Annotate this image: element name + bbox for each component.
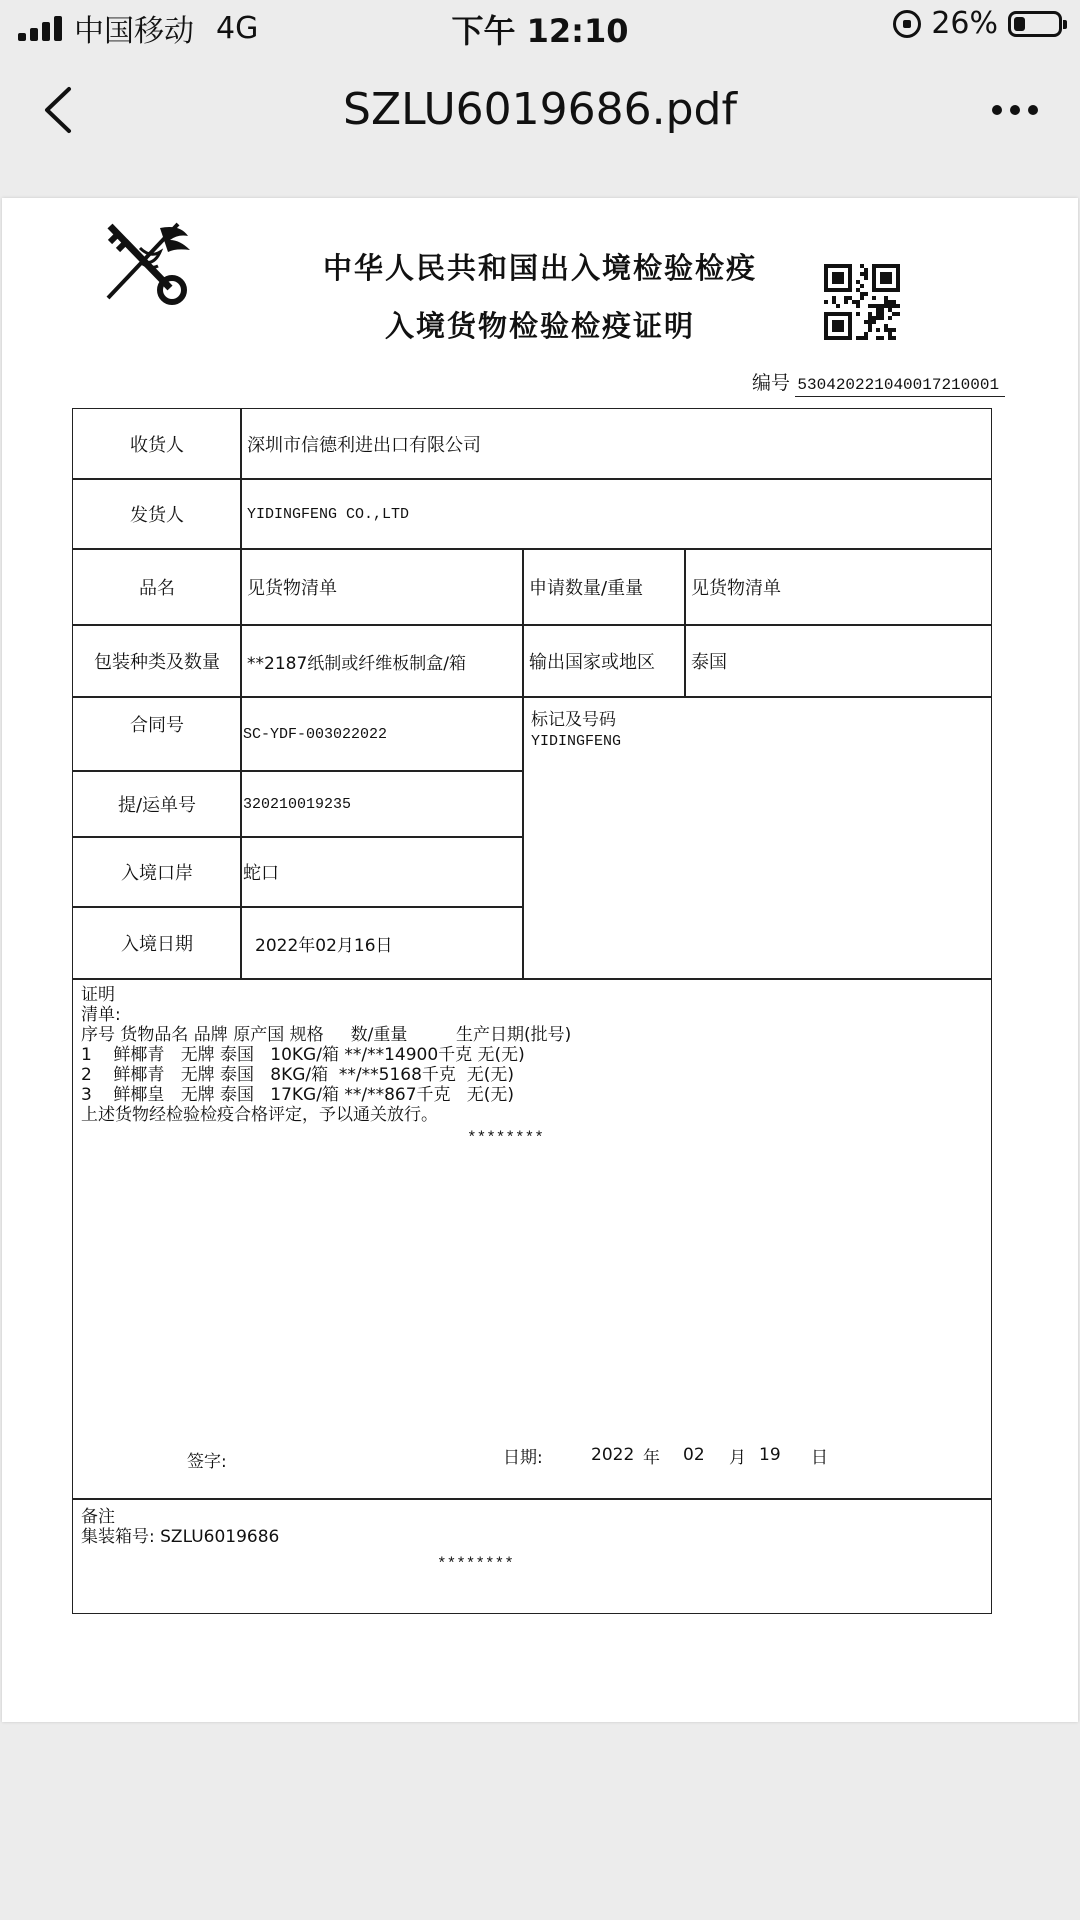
- remarks-label: 备注: [81, 1507, 115, 1527]
- serial-label: 编号: [752, 372, 791, 394]
- certification-box: [72, 978, 992, 1500]
- more-icon[interactable]: [980, 82, 1050, 138]
- certificate-document: [2, 198, 1078, 1722]
- consignor-value: YIDINGFENG CO.,LTD: [240, 478, 992, 550]
- battery-fill: [1014, 17, 1025, 31]
- date-month: 02: [683, 1445, 705, 1465]
- container-number: 集装箱号: SZLU6019686: [81, 1527, 280, 1547]
- file-title: SZLU6019686.pdf: [343, 84, 737, 135]
- rotation-lock-icon: [893, 10, 921, 38]
- entry-date-value: 2022年02月16日: [240, 906, 524, 980]
- marks-box: [522, 696, 992, 980]
- packing-label: 包装种类及数量: [72, 624, 242, 698]
- consignee-label: 收货人: [72, 408, 242, 480]
- bill-label: 提/运单号: [72, 770, 242, 838]
- date-month-unit: 月: [729, 1448, 746, 1468]
- cert-statement: 上述货物经检验检疫合格评定，予以通关放行。: [81, 1105, 438, 1125]
- status-right: [893, 6, 1062, 41]
- goods-row: 2 鲜椰青 无牌 泰国 8KG/箱 **/**5168千克 无(无): [81, 1065, 514, 1085]
- marks-value: YIDINGFENG: [531, 733, 622, 750]
- stars-mark: ********: [467, 1129, 544, 1147]
- serial-number: 530420221040017210001: [795, 376, 1005, 397]
- goods-name-label: 品名: [72, 548, 242, 626]
- qr-code-icon: [824, 264, 900, 340]
- status-bar: [0, 0, 1080, 54]
- stars-mark: ********: [437, 1555, 514, 1573]
- date-day-unit: 日: [811, 1448, 828, 1468]
- port-label: 入境口岸: [72, 836, 242, 908]
- consignor-label: 发货人: [72, 478, 242, 550]
- entry-date-label: 入境日期: [72, 906, 242, 980]
- list-heading: 清单:: [81, 1005, 121, 1025]
- certificate-table: [72, 408, 992, 1614]
- goods-row: 3 鲜椰皇 无牌 泰国 17KG/箱 **/**867千克 无(无): [81, 1085, 514, 1105]
- quantity-value: 见货物清单: [684, 548, 992, 626]
- marks-label: 标记及号码: [531, 710, 616, 730]
- date-year: 2022: [591, 1445, 635, 1465]
- export-country-label: 输出国家或地区: [522, 624, 686, 698]
- contract-label: 合同号: [72, 696, 242, 772]
- quantity-label: 申请数量/重量: [522, 548, 686, 626]
- certification-text: [81, 985, 571, 1125]
- packing-value: **2187纸制或纤维板制盒/箱: [240, 624, 524, 698]
- goods-name-value: 见货物清单: [240, 548, 524, 626]
- pdf-page[interactable]: [2, 198, 1078, 1722]
- goods-table-header: 序号 货物品名 品牌 原产国 规格 数/重量 生产日期(批号): [81, 1025, 572, 1045]
- carrier-label: 中国移动: [74, 14, 194, 49]
- goods-row: 1 鲜椰青 无牌 泰国 10KG/箱 **/**14900千克 无(无): [81, 1045, 525, 1065]
- battery-icon: [1008, 11, 1062, 37]
- document-title-line2: 入境货物检验检疫证明: [384, 309, 695, 343]
- sign-label: 签字:: [187, 1452, 227, 1472]
- bill-value: 320210019235: [240, 770, 524, 838]
- serial-number-row: [752, 368, 1005, 397]
- date-label: 日期:: [503, 1448, 543, 1468]
- document-title-line1: 中华人民共和国出入境检验检疫: [322, 251, 757, 285]
- date-year-unit: 年: [643, 1448, 660, 1468]
- status-time: 下午 12:10: [451, 12, 629, 50]
- nav-bar: [0, 60, 1080, 160]
- network-label: 4G: [216, 10, 259, 46]
- remarks-box: [72, 1498, 992, 1614]
- export-country-value: 泰国: [684, 624, 992, 698]
- cert-heading: 证明: [81, 985, 115, 1005]
- port-value: 蛇口: [240, 836, 524, 908]
- contract-value: SC-YDF-003022022: [240, 696, 524, 772]
- date-day: 19: [759, 1445, 781, 1465]
- battery-percent: 26%: [931, 6, 998, 41]
- consignee-value: 深圳市信德利进出口有限公司: [240, 408, 992, 480]
